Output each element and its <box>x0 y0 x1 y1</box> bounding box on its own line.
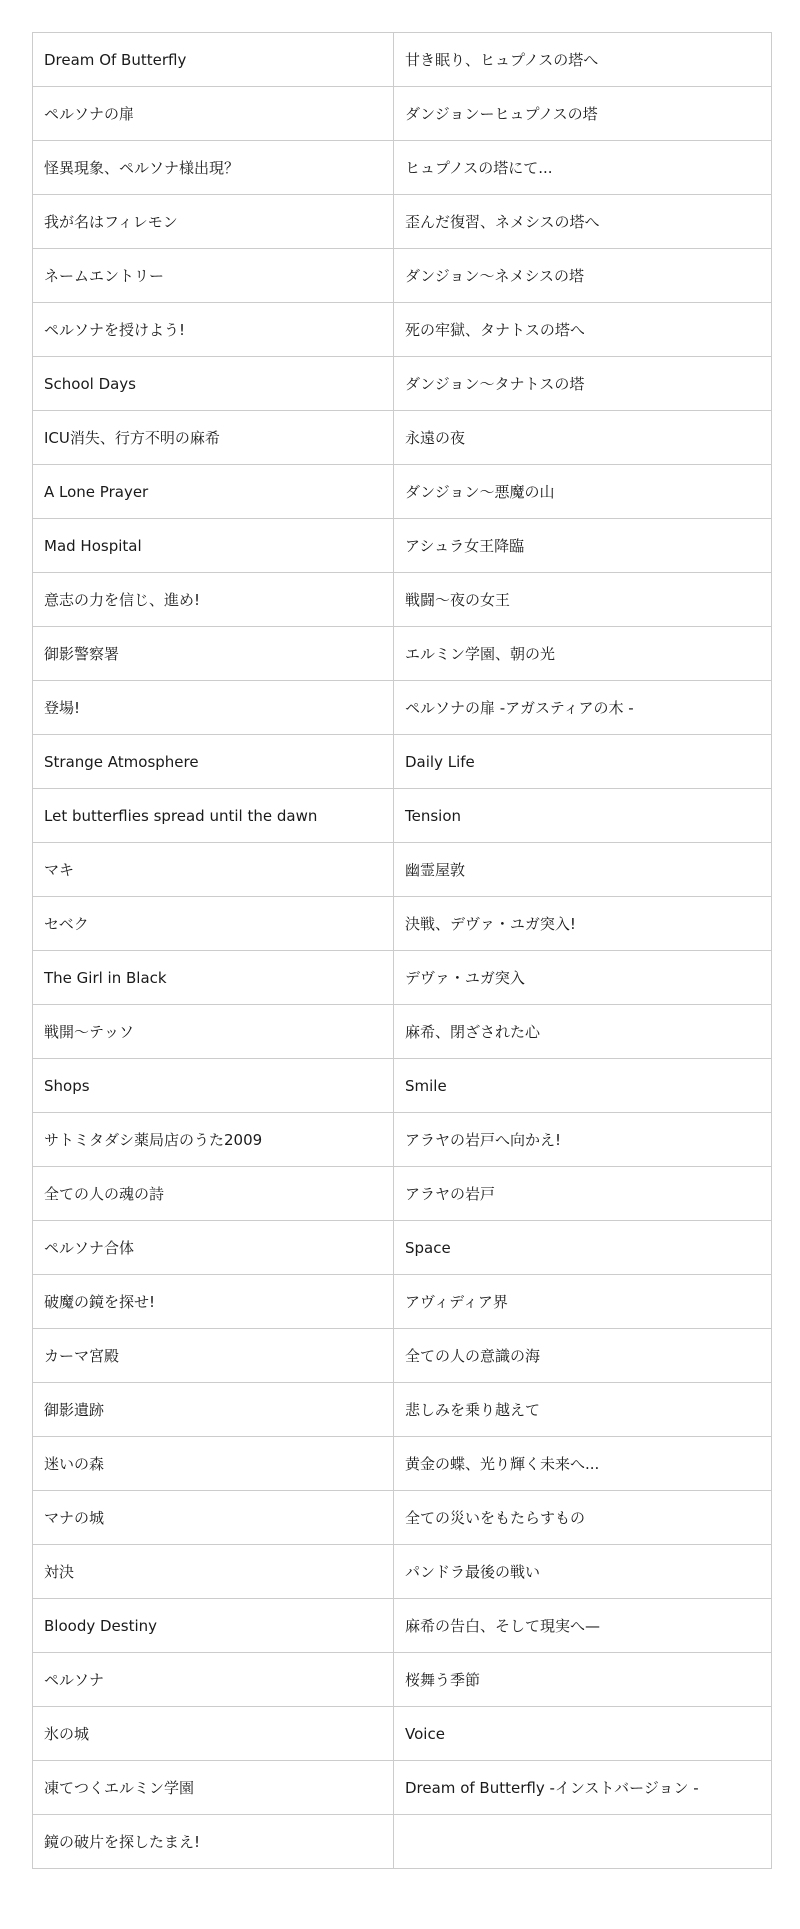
track-scene-cell: 麻希、閉ざされた心 <box>394 1005 772 1059</box>
track-scene-cell: Tension <box>394 789 772 843</box>
track-scene-cell: 歪んだ復習、ネメシスの塔へ <box>394 195 772 249</box>
table-row <box>33 465 772 519</box>
track-scene-cell: ダンジョン〜悪魔の山 <box>394 465 772 519</box>
track-title-cell: Shops <box>33 1059 394 1113</box>
table-row <box>33 1275 772 1329</box>
track-scene-cell: ダンジョン〜ネメシスの塔 <box>394 249 772 303</box>
table-row <box>33 1383 772 1437</box>
track-title-cell: 迷いの森 <box>33 1437 394 1491</box>
track-scene-cell <box>394 1815 772 1869</box>
table-row <box>33 1437 772 1491</box>
table-row <box>33 573 772 627</box>
track-title-cell: 氷の城 <box>33 1707 394 1761</box>
table-row <box>33 1491 772 1545</box>
table-row <box>33 735 772 789</box>
track-title-cell: Let butterflies spread until the dawn <box>33 789 394 843</box>
table-row <box>33 141 772 195</box>
table-row <box>33 303 772 357</box>
table-row <box>33 519 772 573</box>
table-row <box>33 1005 772 1059</box>
track-title-cell: ペルソナを授けよう! <box>33 303 394 357</box>
track-scene-cell: アヴィディア界 <box>394 1275 772 1329</box>
table-row <box>33 87 772 141</box>
track-title-cell: マナの城 <box>33 1491 394 1545</box>
track-scene-cell: 黄金の蝶、光り輝く未来へ... <box>394 1437 772 1491</box>
track-title-cell: 意志の力を信じ、進め! <box>33 573 394 627</box>
track-scene-cell: 戦闘〜夜の女王 <box>394 573 772 627</box>
track-title-cell: 御影遺跡 <box>33 1383 394 1437</box>
track-title-cell: 対決 <box>33 1545 394 1599</box>
track-scene-cell: ダンジョンーヒュプノスの塔 <box>394 87 772 141</box>
track-title-cell: School Days <box>33 357 394 411</box>
track-title-cell: 登場! <box>33 681 394 735</box>
table-row <box>33 951 772 1005</box>
track-title-cell: マキ <box>33 843 394 897</box>
table-row <box>33 897 772 951</box>
track-title-cell: The Girl in Black <box>33 951 394 1005</box>
table-row <box>33 627 772 681</box>
track-scene-cell: 死の牢獄、タナトスの塔へ <box>394 303 772 357</box>
track-title-cell: ペルソナの扉 <box>33 87 394 141</box>
track-title-cell: 怪異現象、ペルソナ様出現？ <box>33 141 394 195</box>
track-scene-cell: 麻希の告白、そして現実へ— <box>394 1599 772 1653</box>
table-row <box>33 249 772 303</box>
table-row <box>33 843 772 897</box>
track-scene-cell: Dream of Butterfly -インストバージョン - <box>394 1761 772 1815</box>
table-row <box>33 1599 772 1653</box>
table-row <box>33 1761 772 1815</box>
table-row <box>33 357 772 411</box>
track-title-cell: ペルソナ <box>33 1653 394 1707</box>
track-scene-cell: ダンジョン〜タナトスの塔 <box>394 357 772 411</box>
track-scene-cell: 幽霊屋敦 <box>394 843 772 897</box>
track-scene-cell: アラヤの岩戸 <box>394 1167 772 1221</box>
track-title-cell: Mad Hospital <box>33 519 394 573</box>
table-row <box>33 1815 772 1869</box>
track-title-cell: 戦開〜テッソ <box>33 1005 394 1059</box>
table-row <box>33 1221 772 1275</box>
track-title-cell: カーマ宮殿 <box>33 1329 394 1383</box>
track-scene-cell: ヒュプノスの塔にて... <box>394 141 772 195</box>
track-title-cell: ネームエントリー <box>33 249 394 303</box>
track-scene-cell: 永遠の夜 <box>394 411 772 465</box>
track-scene-cell: アシュラ女王降臨 <box>394 519 772 573</box>
track-title-cell: 我が名はフィレモン <box>33 195 394 249</box>
track-title-cell: サトミタダシ薬局店のうた2009 <box>33 1113 394 1167</box>
track-title-cell: A Lone Prayer <box>33 465 394 519</box>
track-scene-cell: Space <box>394 1221 772 1275</box>
track-listing-table <box>32 32 772 1869</box>
table-row <box>33 195 772 249</box>
track-title-cell: 鏡の破片を探したまえ! <box>33 1815 394 1869</box>
track-scene-cell: デヴァ・ユガ突入 <box>394 951 772 1005</box>
track-table-body <box>33 33 772 1869</box>
track-scene-cell: 桜舞う季節 <box>394 1653 772 1707</box>
track-scene-cell: 甘き眠り、ヒュプノスの塔へ <box>394 33 772 87</box>
table-row <box>33 681 772 735</box>
track-scene-cell: ペルソナの扉 -アガスティアの木 - <box>394 681 772 735</box>
track-title-cell: Dream Of Butterfly <box>33 33 394 87</box>
track-title-cell: セベク <box>33 897 394 951</box>
table-row <box>33 1329 772 1383</box>
track-scene-cell: Voice <box>394 1707 772 1761</box>
track-title-cell: 凍てつくエルミン学園 <box>33 1761 394 1815</box>
table-row <box>33 1167 772 1221</box>
track-scene-cell: エルミン学園、朝の光 <box>394 627 772 681</box>
table-row <box>33 1653 772 1707</box>
track-scene-cell: アラヤの岩戸へ向かえ! <box>394 1113 772 1167</box>
table-row <box>33 33 772 87</box>
track-scene-cell: 全ての人の意識の海 <box>394 1329 772 1383</box>
track-title-cell: ICU消失、行方不明の麻希 <box>33 411 394 465</box>
table-row <box>33 1113 772 1167</box>
table-row <box>33 789 772 843</box>
track-title-cell: ペルソナ合体 <box>33 1221 394 1275</box>
track-scene-cell: Smile <box>394 1059 772 1113</box>
track-scene-cell: 悲しみを乗り越えて <box>394 1383 772 1437</box>
track-title-cell: 破魔の鏡を探せ! <box>33 1275 394 1329</box>
track-scene-cell: Daily Life <box>394 735 772 789</box>
table-row <box>33 411 772 465</box>
table-row <box>33 1545 772 1599</box>
table-row <box>33 1707 772 1761</box>
track-scene-cell: 全ての災いをもたらすもの <box>394 1491 772 1545</box>
track-scene-cell: パンドラ最後の戦い <box>394 1545 772 1599</box>
track-title-cell: Strange Atmosphere <box>33 735 394 789</box>
table-row <box>33 1059 772 1113</box>
track-title-cell: 全ての人の魂の詩 <box>33 1167 394 1221</box>
track-title-cell: Bloody Destiny <box>33 1599 394 1653</box>
track-title-cell: 御影警察署 <box>33 627 394 681</box>
track-scene-cell: 決戦、デヴァ・ユガ突入! <box>394 897 772 951</box>
